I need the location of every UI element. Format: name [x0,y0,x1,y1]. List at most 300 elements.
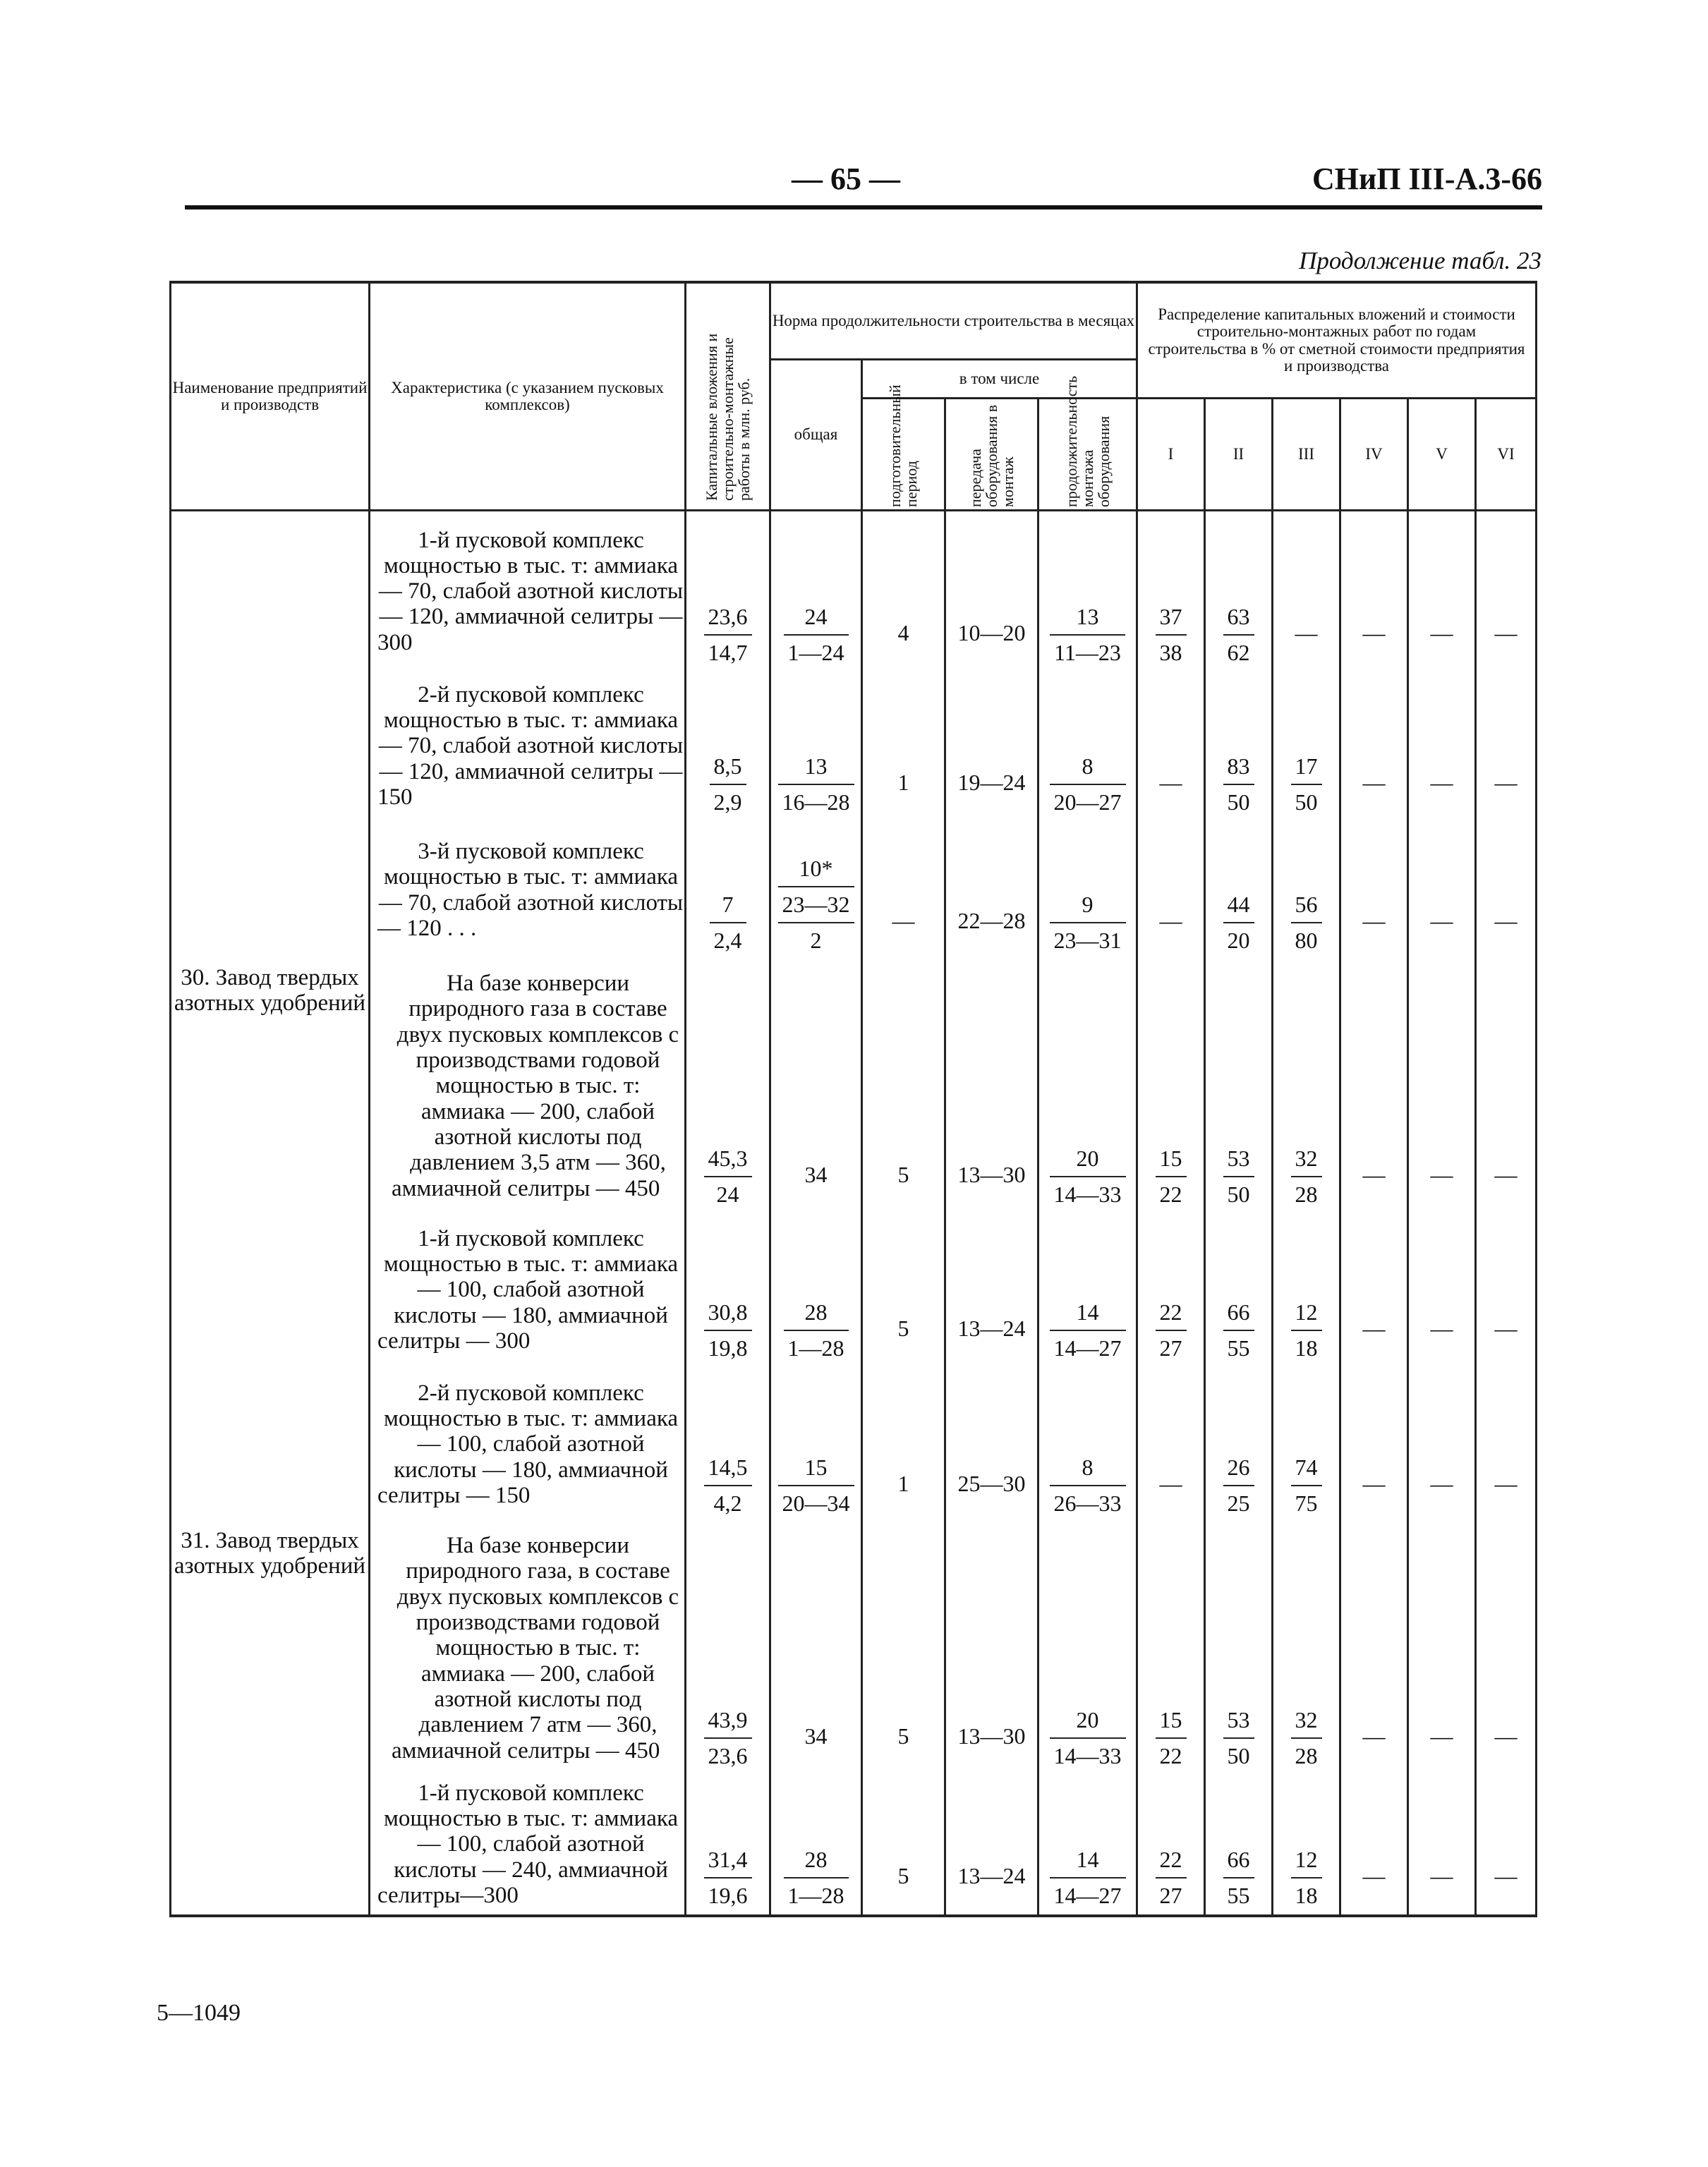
row-enterprise-name [171,672,370,821]
fraction-numerator: 15 [778,1455,854,1486]
fraction-value [1156,1299,1187,1361]
fraction-denominator: 14,7 [708,639,748,665]
cell-y6 [1476,1775,1537,1916]
cell-y4 [1340,1367,1408,1522]
fraction-value [1156,1707,1187,1769]
table-body [171,511,1537,1916]
fraction-denominator: 25 [1227,1490,1250,1516]
cell-y3 [1273,1522,1340,1775]
cell-total [770,1522,862,1775]
cell-value: — [1494,1161,1518,1187]
fraction-numerator: 31,4 [704,1847,752,1878]
cell-y5 [1408,1213,1476,1367]
fraction-value [1223,1146,1254,1208]
cell-prep [862,959,945,1213]
fraction-numerator: 20 [1050,1146,1126,1177]
fraction-value [1291,1299,1322,1361]
fraction-denominator: 1—28 [787,1882,844,1908]
cell-value: — [1430,1470,1453,1496]
fraction-numerator: 28 [784,1299,849,1331]
table-row [171,1775,1537,1916]
cell-value: — [1362,907,1386,933]
header-year-1: I [1137,399,1205,511]
cell-value: 34 [804,1161,828,1187]
row-characteristic: На базе конверсии природного газа в составе двух пусковых комплексов с производствами годовой мощностью в тыс. т: аммиака — 200, слабой азотной кислоты под давлением 3,5 атм — 360, аммиачной селитры — 450 [370,959,686,1213]
cell-y2 [1205,959,1273,1213]
fraction-value [1291,753,1322,815]
cell-dur [1038,1213,1137,1367]
cell-y3 [1273,959,1340,1213]
fraction-value [778,856,854,954]
fraction-value [1291,1146,1322,1208]
fraction-denominator: 20—27 [1053,789,1122,815]
header-capital [686,282,770,511]
cell-value: — [1494,619,1518,645]
fraction-denominator: 23—32 [782,891,850,917]
fraction-numerator: 15 [1156,1707,1187,1739]
fraction-denominator: 20—34 [782,1490,850,1516]
fraction-denominator: 50 [1227,1181,1250,1207]
cell-y3 [1273,1367,1340,1522]
cell-value: — [1295,619,1318,645]
cell-y1 [1137,1367,1205,1522]
cell-prep [862,1775,945,1916]
cell-y5 [1408,672,1476,821]
header-distribution: Распределение капитальных вложений и стоимости строительно-монтажных работ по годам строительства в % от сметной стоимости предприятия и производства [1137,282,1537,399]
cell-y2 [1205,1367,1273,1522]
cell-y1 [1137,511,1205,672]
row-characteristic: 1-й пусковой комплекс мощностью в тыс. т: аммиака — 70, слабой азотной кислоты — 120, аммиачной селитры — 300 [370,511,686,672]
fraction-value [1050,604,1125,666]
page-number: — 65 — [792,162,900,196]
fraction-value [778,753,854,815]
header-duration-text: продолжительность монтажа оборудования [1062,375,1113,507]
fraction-value [1050,753,1126,815]
cell-value: — [1159,907,1182,933]
fraction-denominator: 14—27 [1053,1335,1122,1361]
cell-cap [686,1367,770,1522]
fraction-numerator: 32 [1291,1707,1322,1739]
header-name: Наименование предприятий и производств [171,282,370,511]
cell-y4 [1340,1522,1408,1775]
fraction-denominator: 16—28 [782,789,850,815]
table-row [171,1213,1537,1367]
fraction-numerator: 28 [784,1847,849,1878]
cell-transfer [945,959,1038,1213]
cell-value: 1 [897,769,909,795]
fraction-value [704,1146,752,1208]
fraction-denominator: 2,9 [713,789,742,815]
cell-y3 [1273,672,1340,821]
fraction-numerator: 32 [1291,1146,1322,1177]
fraction-value [1223,1847,1254,1909]
cell-cap [686,821,770,959]
row-enterprise-name [171,511,370,672]
cell-transfer [945,1213,1038,1367]
fraction-denominator: 1—24 [787,639,844,665]
cell-cap [686,1213,770,1367]
fraction-value [784,604,849,666]
cell-value: — [1430,1161,1453,1187]
header-duration [1038,375,1137,511]
fraction-value [1050,1299,1126,1361]
cell-y3 [1273,1213,1340,1367]
cell-value: — [1430,907,1453,933]
cell-value: — [1494,1862,1518,1888]
cell-dur [1038,672,1137,821]
row-enterprise-name [171,1213,370,1367]
cell-dur [1038,821,1137,959]
cell-value: — [1362,1161,1386,1187]
header-capital-text: Капитальные вложения и строительно-монтажные работы в млн. руб. [702,333,753,501]
cell-prep [862,1213,945,1367]
cell-y4 [1340,1213,1408,1367]
fraction-denominator: 22 [1159,1181,1182,1207]
fraction-denominator: 23,6 [708,1742,748,1768]
cell-y6 [1476,511,1537,672]
cell-y1 [1137,1213,1205,1367]
fraction-value [1291,1455,1322,1517]
cell-value: — [892,907,915,933]
cell-prep [862,1522,945,1775]
row-characteristic: На базе конверсии природного газа, в составе двух пусковых комплексов с производствами годовой мощностью в тыс. т: аммиака — 200, слабой азотной кислоты под давлением 7 атм — 360, аммиачной селитры — 450 [370,1522,686,1775]
fraction-denominator: 14—27 [1053,1882,1122,1908]
table-row [171,821,1537,959]
cell-prep [862,511,945,672]
cell-total [770,511,862,672]
cell-total [770,1775,862,1916]
fraction-value [778,1455,854,1517]
cell-total [770,821,862,959]
cell-value: 10—20 [957,619,1026,645]
table-row [171,672,1537,821]
cell-y6 [1476,1522,1537,1775]
fraction-numerator: 56 [1291,892,1322,923]
cell-value: 25—30 [957,1470,1026,1496]
cell-value: — [1430,769,1453,795]
cell-dur [1038,1367,1137,1522]
fraction-value [1050,1707,1126,1769]
cell-value: — [1494,907,1518,933]
cell-value: 5 [897,1315,909,1341]
cell-transfer [945,1367,1038,1522]
fraction-denominator: 55 [1227,1335,1250,1361]
cell-y2 [1205,821,1273,959]
cell-transfer [945,511,1038,672]
fraction-denominator: 14—33 [1053,1742,1122,1768]
cell-total [770,1213,862,1367]
table-row [171,1367,1537,1522]
fraction-numerator: 20 [1050,1707,1126,1739]
cell-y5 [1408,1775,1476,1916]
fraction-value [1223,892,1254,954]
fraction-numerator: 66 [1223,1299,1254,1331]
fraction-numerator: 8,5 [710,753,746,785]
fraction-numerator: 7 [710,892,746,923]
fraction-denominator: 75 [1295,1490,1318,1516]
header-norm: Норма продолжительности строительства в месяцах [770,282,1137,360]
fraction-numerator: 45,3 [704,1146,752,1177]
fraction-value [1156,1847,1187,1909]
cell-y1 [1137,1775,1205,1916]
cell-value: — [1430,619,1453,645]
cell-cap [686,1775,770,1916]
cell-y5 [1408,511,1476,672]
cell-dur [1038,511,1137,672]
fraction-numerator: 12 [1291,1299,1322,1331]
fraction-denominator: 4,2 [713,1490,742,1516]
fraction-value [1050,1847,1126,1909]
row-enterprise-name [171,1367,370,1522]
header-year-5: V [1408,399,1476,511]
table-row [171,959,1537,1213]
fraction-numerator: 14 [1050,1299,1126,1331]
fraction-denominator: 14—33 [1053,1181,1122,1207]
cell-y1 [1137,821,1205,959]
fraction-numerator: 83 [1223,753,1254,785]
cell-y4 [1340,1775,1408,1916]
cell-transfer [945,821,1038,959]
header-year-6: VI [1476,399,1537,511]
fraction-numerator: 8 [1050,1455,1126,1486]
fraction-denominator: 23—31 [1053,927,1122,953]
fraction-denominator: 18 [1295,1335,1318,1361]
cell-value: — [1494,1723,1518,1749]
fraction-numerator: 10* [778,856,854,887]
cell-y5 [1408,959,1476,1213]
fraction-value [1291,1707,1322,1769]
cell-y6 [1476,1213,1537,1367]
cell-y4 [1340,959,1408,1213]
row-characteristic: 2-й пусковой комплекс мощностью в тыс. т: аммиака — 70, слабой азотной кислоты — 120, аммиачной селитры — 150 [370,672,686,821]
cell-y3 [1273,1775,1340,1916]
fraction-value [1291,892,1322,954]
cell-value: — [1159,769,1182,795]
cell-y5 [1408,821,1476,959]
fraction-denominator: 18 [1295,1882,1318,1908]
cell-y6 [1476,821,1537,959]
fraction-denominator: 24 [716,1181,739,1207]
cell-total [770,672,862,821]
cell-y2 [1205,672,1273,821]
cell-total [770,1367,862,1522]
cell-y5 [1408,1522,1476,1775]
fraction-numerator: 44 [1223,892,1254,923]
header-transfer [945,399,1038,511]
cell-value: — [1430,1315,1453,1341]
fraction-numerator: 22 [1156,1847,1187,1878]
fraction-denominator: 50 [1295,789,1318,815]
fraction-denominator: 28 [1295,1742,1318,1768]
cell-value: — [1362,769,1386,795]
header-characteristic: Характеристика (с указанием пусковых комплексов) [370,282,686,511]
row-characteristic: 1-й пусковой комплекс мощностью в тыс. т: аммиака — 100, слабой азотной кислоты — 180, аммиачной селитры — 300 [370,1213,686,1367]
cell-y6 [1476,672,1537,821]
cell-value: — [1362,1470,1386,1496]
fraction-numerator: 15 [1156,1146,1187,1177]
cell-y4 [1340,821,1408,959]
header-including: в том числе [862,360,1137,399]
cell-y3 [1273,821,1340,959]
cell-y2 [1205,1775,1273,1916]
fraction-value [784,1847,849,1909]
cell-transfer [945,672,1038,821]
fraction-value [704,1455,752,1517]
construction-norms-table [169,281,1535,1950]
cell-y5 [1408,1367,1476,1522]
cell-value: — [1494,1315,1518,1341]
cell-transfer [945,1522,1038,1775]
fraction-value [704,1847,752,1909]
cell-value: 5 [897,1862,909,1888]
fraction-footnote: 2 [778,922,854,954]
cell-value: 13—30 [957,1161,1026,1187]
cell-y6 [1476,1367,1537,1522]
cell-value: — [1494,769,1518,795]
cell-prep [862,1367,945,1522]
fraction-value [1223,1455,1254,1517]
cell-y1 [1137,1522,1205,1775]
header-year-4: IV [1340,399,1408,511]
fraction-denominator: 27 [1159,1335,1182,1361]
cell-value: 1 [897,1470,909,1496]
cell-cap [686,959,770,1213]
cell-cap [686,672,770,821]
fraction-denominator: 38 [1159,639,1182,665]
fraction-value [1050,892,1126,954]
cell-dur [1038,1522,1137,1775]
cell-y2 [1205,1213,1273,1367]
fraction-value [1223,1299,1254,1361]
fraction-numerator: 17 [1291,753,1322,785]
cell-value: 13—24 [957,1315,1026,1341]
cell-value: — [1430,1862,1453,1888]
cell-value: — [1362,1862,1386,1888]
fraction-denominator: 19,6 [708,1882,748,1908]
fraction-numerator: 23,6 [704,604,752,636]
fraction-numerator: 22 [1156,1299,1187,1331]
table-row [171,1522,1537,1775]
fraction-numerator: 14 [1050,1847,1126,1878]
cell-total [770,959,862,1213]
row-characteristic: 1-й пусковой комплекс мощностью в тыс. т: аммиака — 100, слабой азотной кислоты — 240, аммиачной селитры—300 [370,1775,686,1916]
header-year-3: III [1273,399,1340,511]
cell-y2 [1205,511,1273,672]
fraction-denominator: 26—33 [1053,1490,1122,1516]
header-prep-text: подготовительный период [886,384,921,507]
fraction-denominator: 50 [1227,1742,1250,1768]
cell-value: 19—24 [957,769,1026,795]
cell-y3 [1273,511,1340,672]
row-enterprise-name [171,1775,370,1916]
cell-transfer [945,1775,1038,1916]
cell-value: 5 [897,1723,909,1749]
cell-y6 [1476,959,1537,1213]
fraction-numerator: 13 [778,753,854,785]
header-transfer-text: передача оборудования в монтаж [966,404,1017,507]
fraction-numerator: 12 [1291,1847,1322,1878]
fraction-denominator: 28 [1295,1181,1318,1207]
fraction-numerator: 53 [1223,1146,1254,1177]
fraction-denominator: 55 [1227,1882,1250,1908]
fraction-denominator: 11—23 [1054,639,1121,665]
cell-value: 13—24 [957,1862,1026,1888]
cell-dur [1038,959,1137,1213]
row-enterprise-name [171,821,370,959]
cell-y2 [1205,1522,1273,1775]
header-total: общая [770,360,862,511]
fraction-numerator: 24 [784,604,849,636]
page-header [185,161,1542,203]
header-rule [185,205,1542,210]
fraction-numerator: 63 [1223,604,1254,636]
fraction-denominator: 2,4 [713,927,742,953]
fraction-numerator: 9 [1050,892,1126,923]
cell-dur [1038,1775,1137,1916]
fraction-numerator: 14,5 [704,1455,752,1486]
header-prep [862,384,945,511]
fraction-value [1223,604,1254,666]
fraction-denominator: 62 [1227,639,1250,665]
fraction-value [1223,1707,1254,1769]
cell-y4 [1340,511,1408,672]
cell-value: — [1494,1470,1518,1496]
fraction-value [710,753,746,815]
row-characteristic: 2-й пусковой комплекс мощностью в тыс. т: аммиака — 100, слабой азотной кислоты — 180, аммиачной селитры — 150 [370,1367,686,1522]
fraction-denominator: 80 [1295,927,1318,953]
fraction-value [1223,753,1254,815]
cell-value: — [1362,1315,1386,1341]
footer-code: 5—1049 [157,2000,241,2026]
fraction-numerator: 8 [1050,753,1126,785]
fraction-numerator: 74 [1291,1455,1322,1486]
cell-cap [686,1522,770,1775]
fraction-numerator: 13 [1050,604,1125,636]
cell-prep [862,821,945,959]
fraction-value [704,604,752,666]
cell-y1 [1137,959,1205,1213]
fraction-denominator: 20 [1227,927,1250,953]
cell-value: — [1430,1723,1453,1749]
fraction-denominator: 19,8 [708,1335,748,1361]
fraction-value [704,1299,752,1361]
fraction-numerator: 66 [1223,1847,1254,1878]
document-code: СНиП III-А.3-66 [1312,162,1542,196]
cell-value: — [1159,1470,1182,1496]
fraction-numerator: 37 [1156,604,1187,636]
fraction-numerator: 43,9 [704,1707,752,1739]
fraction-value [1050,1146,1126,1208]
fraction-denominator: 22 [1159,1742,1182,1768]
fraction-numerator: 53 [1223,1707,1254,1739]
fraction-value [1291,1847,1322,1909]
cell-value: 34 [804,1723,828,1749]
fraction-value [1050,1455,1126,1517]
header-year-2: II [1205,399,1273,511]
row-enterprise-name: 30. Завод твердых азотных удобрений [171,959,370,1213]
cell-y4 [1340,672,1408,821]
cell-value: 4 [897,619,909,645]
table-row [171,511,1537,672]
fraction-value [1156,1146,1187,1208]
cell-value: — [1362,1723,1386,1749]
fraction-value [710,892,746,954]
fraction-denominator: 27 [1159,1882,1182,1908]
row-characteristic: 3-й пусковой комплекс мощностью в тыс. т: аммиака — 70, слабой азотной кислоты — 120 . . . [370,821,686,959]
fraction-numerator: 30,8 [704,1299,752,1331]
fraction-value [784,1299,849,1361]
cell-prep [862,672,945,821]
